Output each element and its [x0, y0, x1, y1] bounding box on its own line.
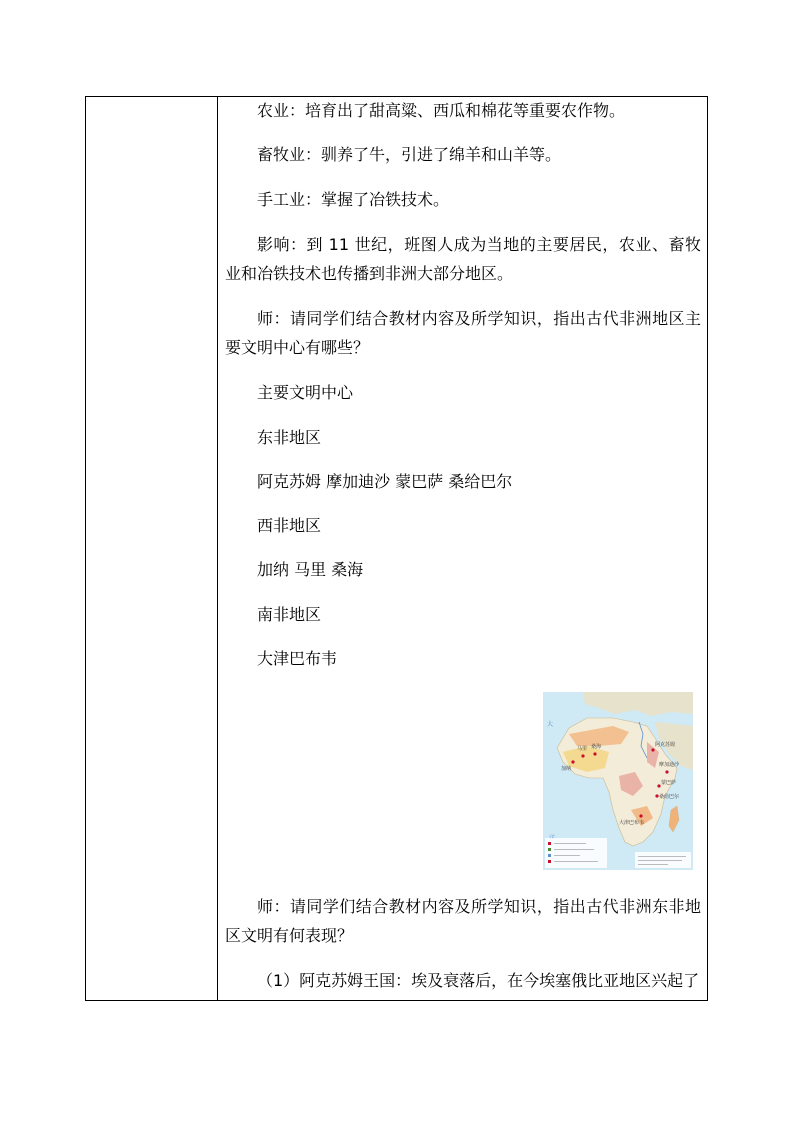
marker-great-zimbabwe	[639, 814, 642, 817]
paragraph-question-centers: 师：请同学们结合教材内容及所学知识，指出古代非洲地区主要文明中心有哪些？	[225, 309, 701, 357]
label-songhai: 桑海	[591, 744, 602, 750]
legend-line-4	[554, 861, 598, 862]
paragraph-husbandry: 畜牧业：驯养了牛，引进了绵羊和山羊等。	[257, 145, 562, 164]
paragraph-west-cities: 加纳 马里 桑海	[257, 560, 364, 579]
label-sea-left: 大	[547, 721, 554, 728]
marker-ghana	[571, 760, 574, 763]
paragraph-east-africa: 东非地区	[257, 428, 322, 447]
label-mombasa: 蒙巴萨	[661, 780, 677, 786]
label-aksum: 阿克苏姆	[655, 742, 676, 748]
paragraph-east-cities: 阿克苏姆 摩加迪沙 蒙巴萨 桑给巴尔	[257, 472, 513, 491]
marker-mali	[581, 754, 584, 757]
paragraph-aksum: （1）阿克苏姆王国：埃及衰落后，在今埃塞俄比亚地区兴起了	[257, 971, 700, 990]
africa-map-image	[543, 692, 693, 870]
africa-map-svg	[543, 692, 693, 870]
paragraph-question-east: 师：请同学们结合教材内容及所学知识，指出古代非洲东非地区文明有何表现？	[225, 897, 701, 945]
paragraph-agriculture: 农业：培育出了甜高粱、西瓜和棉花等重要农作物。	[257, 101, 626, 120]
legend-line-3	[554, 855, 580, 856]
label-mogadishu: 摩加迪沙	[659, 762, 680, 768]
paragraph-main-centers: 主要文明中心	[257, 383, 354, 402]
label-ghana: 加纳	[561, 766, 572, 772]
legend-line-2	[554, 849, 594, 850]
paragraph-south-africa: 南非地区	[257, 605, 322, 624]
paragraph-influence: 影响：到 11 世纪，班图人成为当地的主要居民，农业、畜牧业和冶铁技术也传播到非洲大部分地区。	[225, 235, 701, 283]
column-divider	[217, 97, 218, 1000]
label-zanzibar: 桑给巴尔	[659, 794, 680, 800]
legend-swatch-3	[548, 854, 551, 857]
note-line-2	[638, 860, 682, 861]
legend-line-1	[554, 843, 586, 844]
paragraph-west-africa: 西非地区	[257, 516, 322, 535]
legend-swatch-1	[548, 842, 551, 845]
paragraph-south-cities: 大津巴布韦	[257, 649, 338, 668]
paragraph-handicraft: 手工业：掌握了冶铁技术。	[257, 190, 450, 209]
legend-swatch-2	[548, 848, 551, 851]
map-legend-box	[545, 838, 607, 868]
legend-swatch-4	[548, 860, 551, 863]
note-line-3	[638, 864, 668, 865]
lesson-table	[85, 96, 708, 1001]
label-great-zimbabwe: 大津巴布韦	[619, 820, 645, 826]
marker-mogadishu	[665, 770, 668, 773]
label-mali: 马里	[577, 746, 588, 752]
marker-aksum	[651, 748, 654, 751]
marker-songhai	[593, 752, 596, 755]
note-line-1	[638, 856, 686, 857]
